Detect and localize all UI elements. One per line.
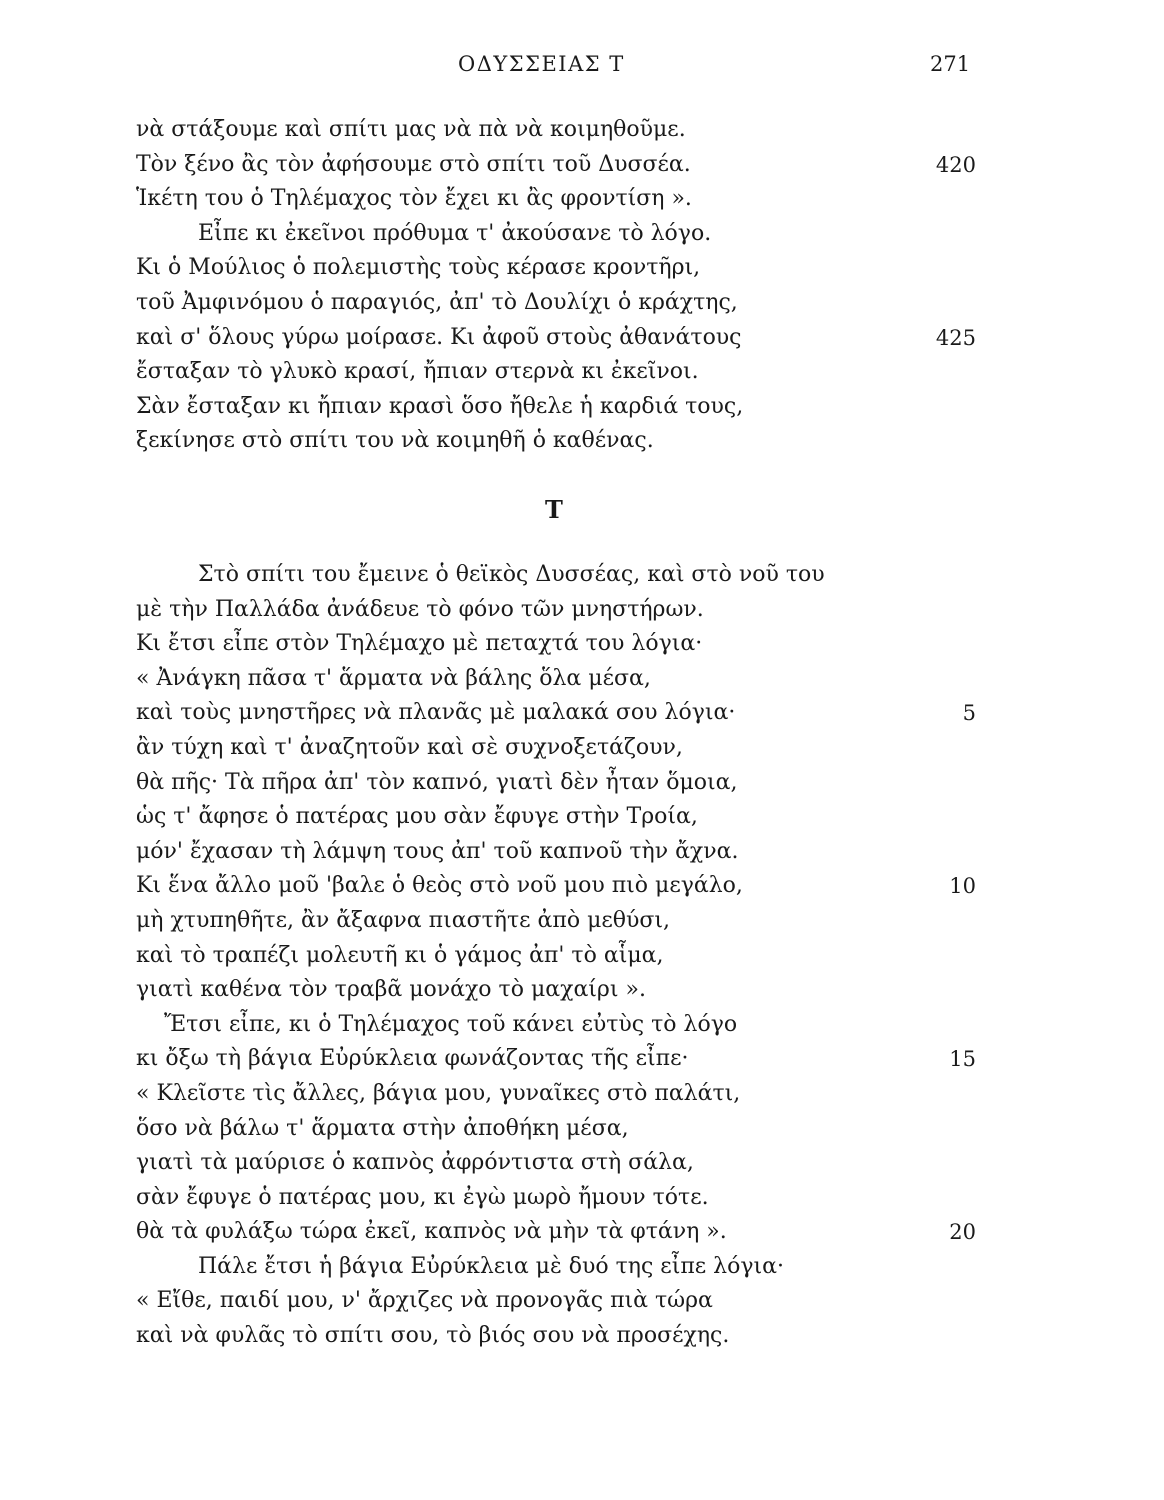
verse-line: « Ἀνάγκη πᾶσα τ' ἅρματα νὰ βάλης ὅλα μέσα, [136, 665, 651, 691]
verse-line: Κι ἔτσι εἶπε στὸν Τηλέμαχο μὲ πεταχτά του λόγια· [136, 631, 703, 657]
verse-line: Εἶπε κι ἐκεῖνοι πρόθυμα τ' ἀκούσανε τὸ λόγο. [198, 220, 712, 246]
section-heading: Τ [545, 495, 563, 524]
verse-line: γιατὶ καθένα τὸν τραβᾶ μονάχο τὸ μαχαίρι ». [136, 977, 646, 1003]
page-number: 271 [930, 52, 971, 76]
verse-line: γιατὶ τὰ μαύρισε ὁ καπνὸς ἀφρόντιστα στὴ σάλα, [136, 1150, 694, 1176]
line-number: 425 [935, 325, 976, 350]
verse-line: καὶ σ' ὅλους γύρω μοίρασε. Κι ἀφοῦ στοὺς ἀθανάτους 425 [136, 321, 896, 356]
verse-line: « Εἴθε, παιδί μου, ν' ἄρχιζες νὰ προνογᾶς πιὰ τώρα [136, 1288, 713, 1314]
verse-line: μὴ χτυπηθῆτε, ἂν ἄξαφνα πιαστῆτε ἀπὸ μεθύσι, [136, 907, 671, 933]
verse-line: ἔσταξαν τὸ γλυκὸ κρασί, ἤπιαν στερνὰ κι ἐκεῖνοι. [136, 359, 699, 385]
verse-line: ὅσο νὰ βάλω τ' ἅρματα στὴν ἀποθήκη μέσα, [136, 1115, 629, 1141]
verse-line: Πάλε ἔτσι ἡ βάγια Εὐρύκλεια μὲ δυό της εἶπε λόγια· [198, 1253, 784, 1279]
line-number: 420 [935, 152, 976, 177]
verse-line: νὰ στάξουμε καὶ σπίτι μας νὰ πὰ νὰ κοιμηθοῦμε. [136, 117, 686, 142]
line-number: 20 [949, 1220, 976, 1245]
verse-line: Ἔτσι εἶπε, κι ὁ Τηλέμαχος τοῦ κάνει εὐτὺς τὸ λόγο [164, 1011, 738, 1037]
verse-line: τοῦ Ἀμφινόμου ὁ παραγιός, ἀπ' τὸ Δουλίχι ὁ κράχτης, [136, 289, 738, 315]
verse-line: Τὸν ξένο ἂς τὸν ἀφήσουμε στὸ σπίτι τοῦ Δυσσέα. 420 [136, 148, 896, 183]
verse-line: Ἱκέτη του ὁ Τηλέμαχος τὸν ἔχει κι ἂς φροντίση ». [136, 186, 692, 212]
verse-line: μὲ τὴν Παλλάδα ἀνάδευε τὸ φόνο τῶν μνηστήρων. [136, 596, 704, 622]
verse-line: κι ὄξω τὴ βάγια Εὐρύκλεια φωνάζοντας τῆς εἶπε· 15 [136, 1042, 896, 1077]
verse-line: καὶ τοὺς μνηστῆρες νὰ πλανᾶς μὲ μαλακά σου λόγια· 5 [136, 696, 896, 731]
verse-line: ξεκίνησε στὸ σπίτι του νὰ κοιμηθῆ ὁ καθένας. [136, 428, 654, 454]
verse-line: σὰν ἔφυγε ὁ πατέρας μου, κι ἐγὼ μωρὸ ἤμουν τότε. [136, 1184, 709, 1210]
verse-line: καὶ νὰ φυλᾶς τὸ σπίτι σου, τὸ βιός σου νὰ προσέχης. [136, 1323, 730, 1349]
verse-block-top [136, 113, 976, 459]
verse-line: Σὰν ἔσταξαν κι ἤπιαν κρασὶ ὅσο ἤθελε ἡ καρδιά τους, [136, 393, 744, 419]
line-number: 15 [949, 1047, 976, 1072]
verse-line: ὡς τ' ἄφησε ὁ πατέρας μου σὰν ἔφυγε στὴν Τροία, [136, 804, 698, 830]
line-number: 5 [962, 701, 976, 726]
verse-line: Κι ἕνα ἄλλο μοῦ 'βαλε ὁ θεὸς στὸ νοῦ μου πιὸ μεγάλο, 10 [136, 869, 896, 904]
verse-line: μόν' ἔχασαν τὴ λάμψη τους ἀπ' τοῦ καπνοῦ τὴν ἄχνα. [136, 838, 739, 864]
verse-line: Στὸ σπίτι του ἔμεινε ὁ θεϊκὸς Δυσσέας, καὶ στὸ νοῦ του [198, 562, 825, 587]
verse-line: Κι ὁ Μούλιος ὁ πολεμιστὴς τοὺς κέρασε κροντῆρι, [136, 255, 701, 281]
verse-block-bottom [136, 558, 976, 1354]
verse-line: « Κλεῖστε τὶς ἄλλες, βάγια μου, γυναῖκες στὸ παλάτι, [136, 1080, 741, 1106]
verse-line: ἂν τύχη καὶ τ' ἀναζητοῦν καὶ σὲ συχνοξετάζουν, [136, 734, 683, 760]
running-title: ΟΔΥΣΣΕΙΑΣ Τ [458, 52, 625, 76]
verse-line: θὰ τὰ φυλάξω τώρα ἐκεῖ, καπνὸς νὰ μὴν τὰ φτάνη ». 20 [136, 1215, 896, 1250]
verse-line: θὰ πῆς· Τὰ πῆρα ἀπ' τὸν καπνό, γιατὶ δὲν ἦταν ὅμοια, [136, 769, 738, 795]
page-header [0, 52, 1164, 82]
line-number: 10 [949, 874, 976, 899]
verse-line: καὶ τὸ τραπέζι μολευτῆ κι ὁ γάμος ἀπ' τὸ αἷμα, [136, 942, 664, 968]
